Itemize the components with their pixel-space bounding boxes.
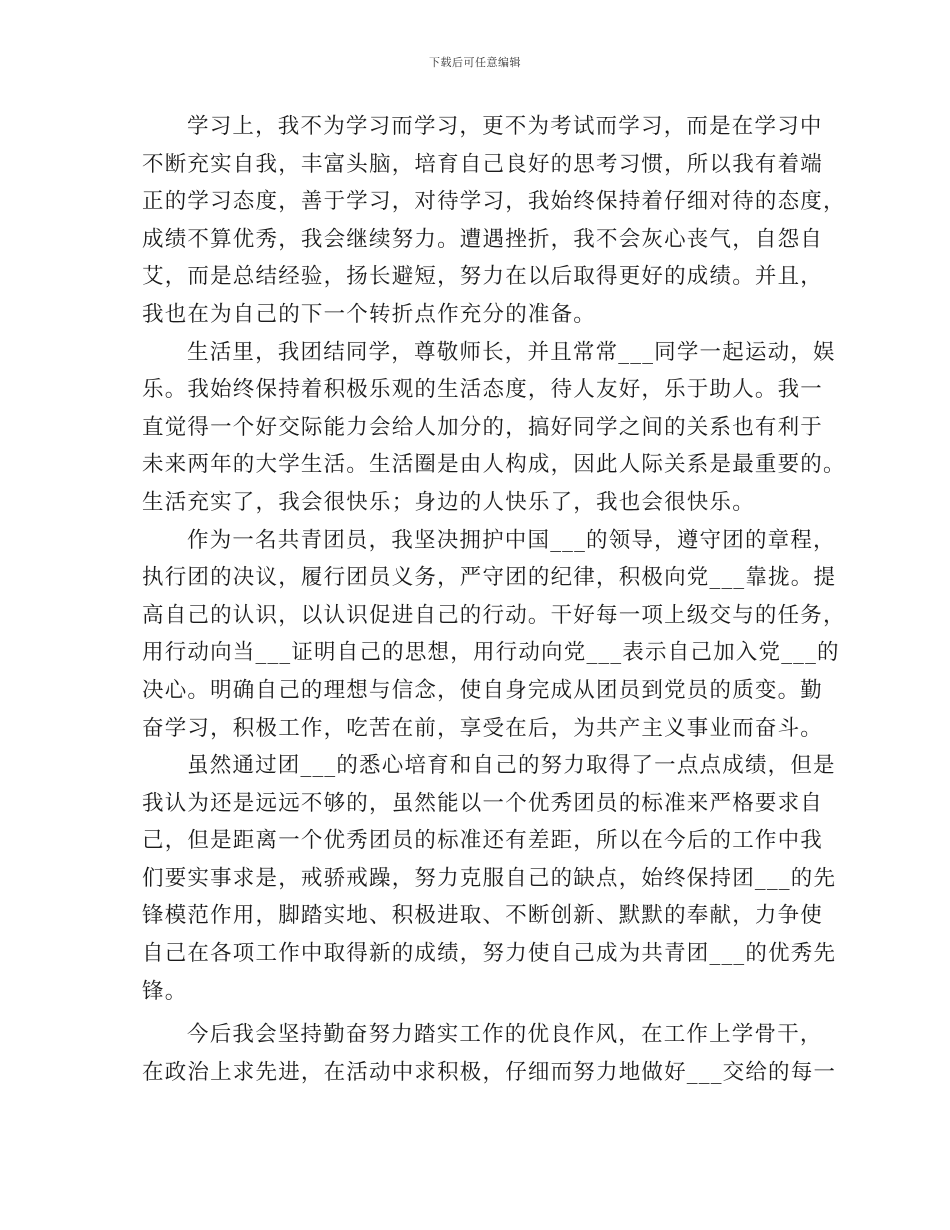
document-body xyxy=(142,108,846,1091)
text-line: 虽然通过团___的悉心培育和自己的努力取得了一点点成绩，但是 xyxy=(187,753,836,779)
text-line: 学习上，我不为学习而学习，更不为考试而学习，而是在学习中 xyxy=(187,114,823,139)
paragraph-league-member xyxy=(142,522,846,748)
text-line: 生活充实了，我会很快乐；身边的人快乐了，我也会很快乐。 xyxy=(142,489,755,515)
text-line: 高自己的认识，以认识促进自己的行动。干好每一项上级交与的任务， xyxy=(142,602,846,628)
text-line: 生活里，我团结同学，尊敬师长，并且常常___同学一起运动，娱 xyxy=(187,339,836,365)
page-header: 下载后可任意编辑 xyxy=(429,56,521,69)
text-line: 在政治上求先进，在活动中求积极，仔细而努力地做好___交给的每一 xyxy=(142,1059,837,1085)
text-line: 奋学习，积极工作，吃苦在前，享受在后，为共产主义事业而奋斗。 xyxy=(142,715,824,741)
paragraph-future xyxy=(142,1016,837,1091)
paragraph-study xyxy=(142,108,846,334)
text-line: 正的学习态度，善于学习，对待学习，我始终保持着仔细对待的态度， xyxy=(142,189,846,215)
text-line: 不断充实自我，丰富头脑，培育自己良好的思考习惯，所以我有着端 xyxy=(142,151,824,177)
text-line: 我认为还是远远不够的，虽然能以一个优秀团员的标准来严格要求自 xyxy=(142,790,824,816)
text-line: 作为一名共青团员，我坚决拥护中国___的领导，遵守团的章程， xyxy=(187,527,836,553)
text-line: 艾，而是总结经验，扬长避短，努力在以后取得更好的成绩。并且， xyxy=(142,264,824,290)
text-line: 们要实事求是，戒骄戒躁，努力克服自己的缺点，始终保持团___的先 xyxy=(142,865,837,891)
text-line: 执行团的决议，履行团员义务，严守团的纪律，积极向党___靠拢。提 xyxy=(142,565,837,591)
text-line: 我也在为自己的下一个转折点作充分的准备。 xyxy=(142,301,597,327)
text-line: 乐。我始终保持着积极乐观的生活态度，待人友好，乐于助人。我一 xyxy=(142,377,824,403)
text-line: 己，但是距离一个优秀团员的标准还有差距，所以在今后的工作中我 xyxy=(142,828,824,854)
text-line: 今后我会坚持勤奋努力踏实工作的优良作风，在工作上学骨干， xyxy=(187,1022,823,1048)
text-line: 用行动向当___证明自己的思想，用行动向党___表示自己加入党___的 xyxy=(142,640,840,666)
text-line: 锋。 xyxy=(142,978,188,1004)
text-line: 未来两年的大学生活。生活圈是由人构成，因此人际关系是最重要的。 xyxy=(142,452,846,478)
text-line: 锋模范作用，脚踏实地、积极进取、不断创新、默默的奉献，力争使 xyxy=(142,903,824,929)
paragraph-life xyxy=(142,334,846,522)
text-line: 自己在各项工作中取得新的成绩，努力使自己成为共青团___的优秀先 xyxy=(142,941,837,967)
paragraph-shortcomings xyxy=(142,747,837,1010)
text-line: 成绩不算优秀，我会继续努力。遭遇挫折，我不会灰心丧气，自怨自 xyxy=(142,226,824,252)
text-line: 直觉得一个好交际能力会给人加分的，搞好同学之间的关系也有利于 xyxy=(142,414,824,440)
text-line: 决心。明确自己的理想与信念，使自身完成从团员到党员的质变。勤 xyxy=(142,677,824,703)
